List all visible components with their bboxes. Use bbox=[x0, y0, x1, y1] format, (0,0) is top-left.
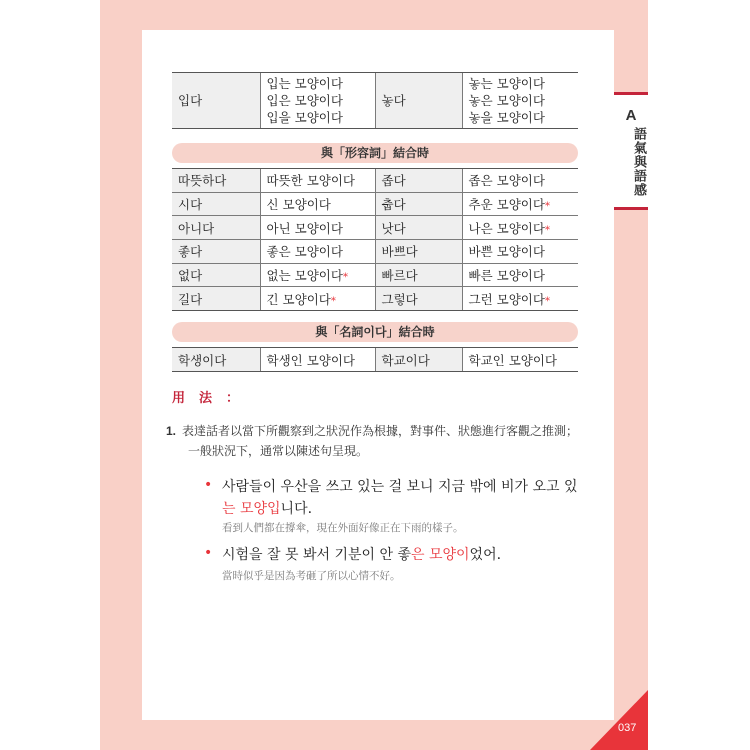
point-text-line2: 一般狀況下，通常以陳述句呈現。 bbox=[188, 444, 369, 458]
irregular-mark: * bbox=[544, 295, 550, 307]
verb-form: 입을 모양이다 bbox=[266, 110, 343, 125]
adjective-form: 바쁜 모양이다 bbox=[462, 240, 578, 264]
adjective-base: 좋다 bbox=[172, 240, 260, 264]
bullet-icon: • bbox=[204, 545, 213, 561]
korean-sentence: 시험을 잘 못 봐서 기분이 안 좋은 모양이었어. bbox=[222, 547, 502, 563]
noun-base: 학교이다 bbox=[375, 348, 462, 372]
adjective-form: 그런 모양이다* bbox=[462, 287, 578, 311]
usage-heading: 用法： bbox=[172, 391, 254, 406]
adjective-base: 따뜻하다 bbox=[172, 169, 260, 193]
adjective-base: 좁다 bbox=[375, 169, 462, 193]
verb-form: 입는 모양이다 bbox=[266, 76, 343, 91]
adjective-form: 나은 모양이다* bbox=[462, 216, 578, 240]
irregular-mark: * bbox=[544, 201, 550, 213]
adjective-form: 좁은 모양이다 bbox=[462, 169, 578, 193]
point-text-line1: 表達話者以當下所觀察到之狀況作為根據，對事件、狀態進行客觀之推測； bbox=[182, 424, 579, 438]
chinese-translation: 當時似乎是因為考砸了所以心情不好。 bbox=[222, 570, 401, 582]
verb-form: 놓을 모양이다 bbox=[468, 110, 545, 125]
adjective-base: 그렇다 bbox=[375, 287, 462, 311]
adjective-base: 시다 bbox=[172, 192, 260, 216]
usage-point bbox=[166, 421, 586, 461]
chinese-translation: 看到人們都在撐傘，現在外面好像正在下雨的樣子。 bbox=[222, 522, 464, 534]
table-row bbox=[172, 263, 578, 287]
verb-base: 놓다 bbox=[375, 73, 462, 129]
chapter-title: 語氣與語感 bbox=[631, 127, 646, 197]
adjective-base: 길다 bbox=[172, 287, 260, 311]
point-number: 1. bbox=[166, 424, 177, 438]
korean-sentence: 사람들이 우산을 쓰고 있는 걸 보니 지금 밖에 비가 오고 있는 모양입니다. bbox=[222, 479, 578, 517]
table-row bbox=[172, 240, 578, 264]
verb-base: 입다 bbox=[172, 73, 260, 129]
adjective-form: 좋은 모양이다 bbox=[260, 240, 375, 264]
verb-form: 놓는 모양이다 bbox=[468, 76, 545, 91]
grammar-highlight: 는 모양입 bbox=[222, 501, 281, 517]
adjective-form: 추운 모양이다* bbox=[462, 192, 578, 216]
verb-forms bbox=[462, 73, 578, 129]
adjective-conjugation-table bbox=[172, 168, 578, 311]
adjective-form: 빠른 모양이다 bbox=[462, 263, 578, 287]
chapter-letter: A bbox=[625, 107, 637, 124]
adjective-base: 없다 bbox=[172, 263, 260, 287]
table-row bbox=[172, 348, 578, 372]
adjective-section-header: 與「形容詞」結合時 bbox=[172, 143, 578, 163]
table-row bbox=[172, 73, 578, 129]
adjective-base: 아니다 bbox=[172, 216, 260, 240]
bullet-icon: • bbox=[204, 477, 213, 493]
adjective-base: 춥다 bbox=[375, 192, 462, 216]
noun-form: 학생인 모양이다 bbox=[260, 348, 375, 372]
verb-forms bbox=[260, 73, 375, 129]
adjective-form: 따뜻한 모양이다 bbox=[260, 169, 375, 193]
table-row bbox=[172, 216, 578, 240]
noun-form: 학교인 모양이다 bbox=[462, 348, 578, 372]
page-sheet bbox=[142, 30, 614, 720]
adjective-form: 긴 모양이다* bbox=[260, 287, 375, 311]
noun-conjugation-table bbox=[172, 347, 578, 372]
noun-base: 학생이다 bbox=[172, 348, 260, 372]
adjective-form: 없는 모양이다* bbox=[260, 263, 375, 287]
adjective-form: 아닌 모양이다 bbox=[260, 216, 375, 240]
irregular-mark: * bbox=[330, 295, 336, 307]
noun-section-header: 與「名詞이다」結合時 bbox=[172, 322, 578, 342]
adjective-base: 낫다 bbox=[375, 216, 462, 240]
verb-form: 놓은 모양이다 bbox=[468, 93, 545, 108]
irregular-mark: * bbox=[342, 272, 348, 284]
verb-form: 입은 모양이다 bbox=[266, 93, 343, 108]
table-row bbox=[172, 192, 578, 216]
page-number: 037 bbox=[618, 722, 637, 734]
adjective-base: 빠르다 bbox=[375, 263, 462, 287]
grammar-highlight: 은 모양이 bbox=[411, 547, 470, 563]
verb-conjugation-table bbox=[172, 72, 578, 129]
chapter-side-tab bbox=[614, 92, 648, 210]
adjective-form: 신 모양이다 bbox=[260, 192, 375, 216]
table-row bbox=[172, 169, 578, 193]
irregular-mark: * bbox=[544, 224, 550, 236]
table-row bbox=[172, 287, 578, 311]
adjective-base: 바쁘다 bbox=[375, 240, 462, 264]
